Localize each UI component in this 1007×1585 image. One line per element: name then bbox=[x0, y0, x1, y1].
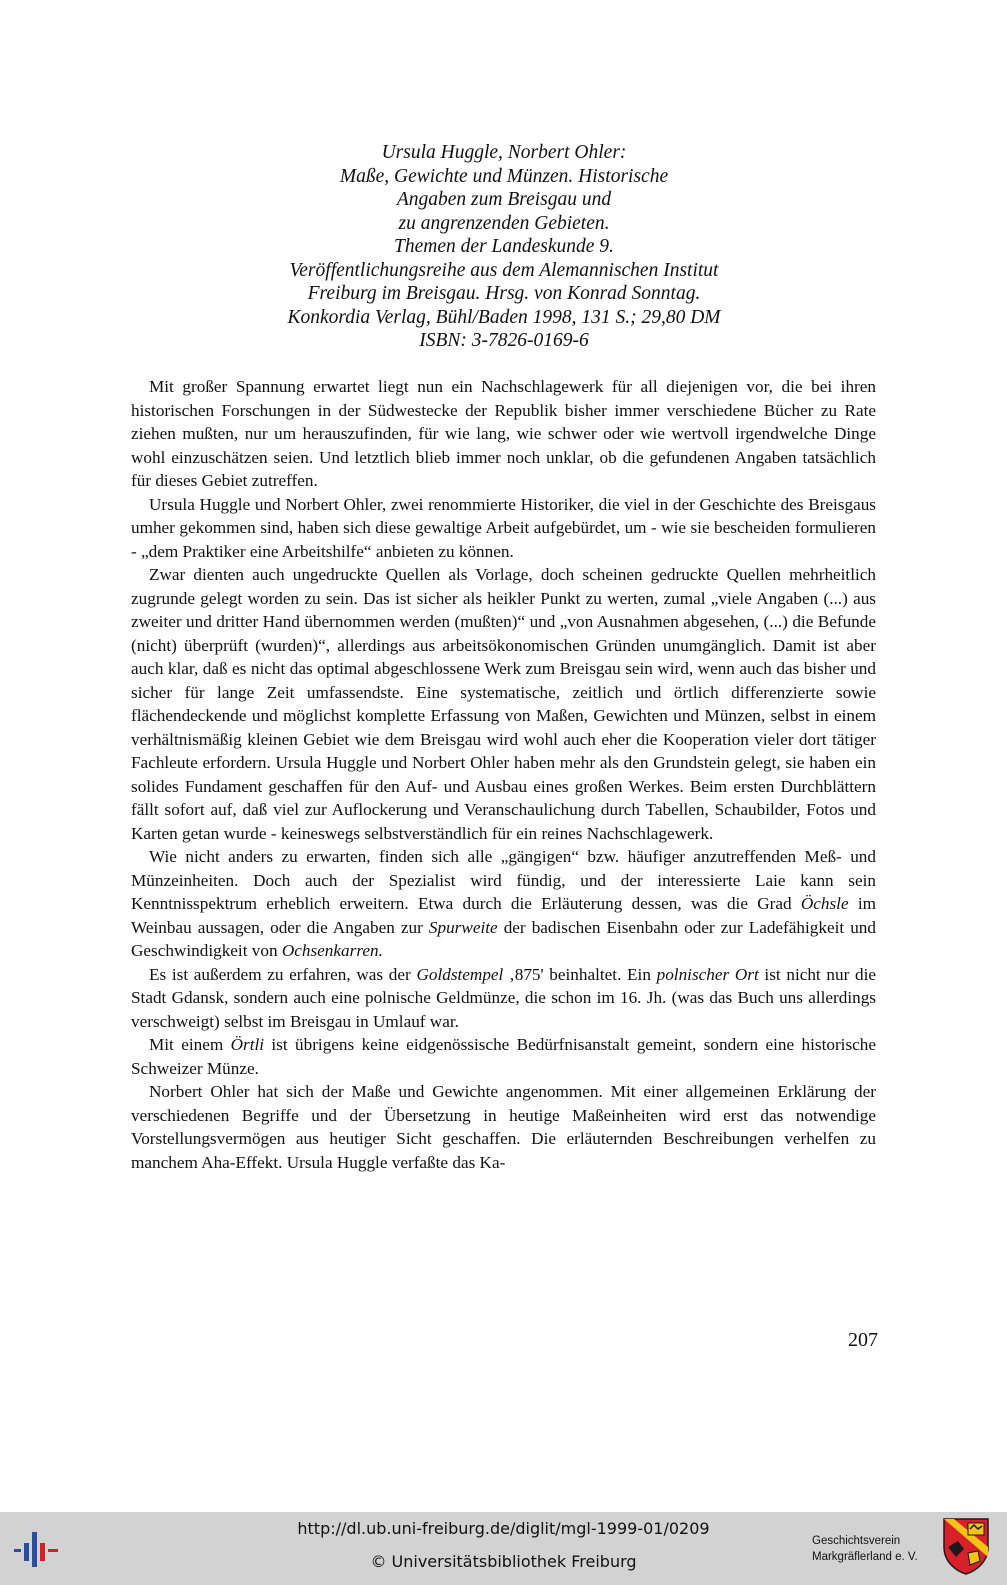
italic-term: polnischer Ort bbox=[656, 964, 759, 984]
heading-line: zu angrenzenden Gebieten. bbox=[398, 212, 610, 234]
heading-line: Freiburg im Breisgau. Hrsg. von Konrad Sonntag. bbox=[307, 283, 701, 304]
paragraph-7: Norbert Ohler hat sich der Maße und Gewichte angenommen. Mit einer allgemeinen Erklärung der verschiedenen Begriffe und der Übersetzung in heutige Maßeinheiten wird erst das notwendige Vorstellungsvermögen aus heutiger Sicht geschaffen. Die erläuternden Beschreibungen verhelfen zu manchem Aha-Effekt. Ursula Huggle verfaßte das Ka- bbox=[131, 1082, 876, 1172]
text-run: ist übrigens keine eidgenössische Bedürfnisanstalt gemeint, sondern eine historische Schweizer Münze. bbox=[131, 1035, 876, 1078]
italic-term: Ochsenkarren. bbox=[281, 941, 383, 960]
heading-line: Angaben zum Breisgau und bbox=[396, 189, 612, 210]
italic-term: Öchsle bbox=[800, 894, 849, 913]
heading-line: Veröffentlichungsreihe aus dem Alemannischen Institut bbox=[289, 259, 719, 281]
text-run: Mit einem bbox=[149, 1035, 231, 1054]
heading-line: Maße, Gewichte und Münzen. Historische bbox=[339, 165, 669, 187]
heading-line: ISBN: 3-7826-0169-6 bbox=[419, 330, 589, 351]
text-run: im Weinbau aussagen, oder die Angaben zur bbox=[131, 894, 876, 937]
paragraph-5 bbox=[131, 963, 876, 1034]
source-url-link[interactable]: http://dl.ub.uni-freiburg.de/diglit/mgl-1999-01/0209 bbox=[297, 1519, 710, 1538]
text-run: Es ist außerdem zu erfahren, was der bbox=[149, 964, 417, 984]
society-name bbox=[812, 1533, 942, 1565]
italic-term: Spurweite bbox=[428, 917, 498, 937]
text-run: Wie nicht anders zu erwarten, finden sich alle „gängigen“ bzw. häufiger anzutreffenden Meß- und Münzeinheiten. Doch auch der Spezialist wird fündig, und der interessierte Laie kann sein Kenntnisspektrum erheblich erweitern. Etwa durch die Erläuterung dessen, was die Grad bbox=[131, 847, 876, 913]
coat-of-arms-icon bbox=[942, 1517, 990, 1575]
society-line: Geschichtsverein bbox=[812, 1535, 901, 1547]
society-line: Markgräflerland e. V. bbox=[812, 1551, 918, 1563]
heading-line: Themen der Landeskunde 9. bbox=[394, 236, 614, 257]
paragraph-3: Zwar dienten auch ungedruckte Quellen als Vorlage, doch scheinen gedruckte Quellen mehrheitlich zugrunde gelegt worden zu sein. Das ist sicher als heikler Punkt zu werten, zumal „viele Angaben (...) aus zweiter und dritter Hand übernommen werden (mußten)“ und „von Ausnahmen abgesehen, (...) die Befunde (nicht) überprüft (wurden)“, allerdings aus arbeitsökonomischen Gründen unumgänglich. Damit ist aber auch klar, daß es nicht das optimal abgeschlossene Werk zum Breisgau sein wird, wenn auch das bisher und sicher für lange Zeit umfassendste. Eine systematische, zeitlich und örtlich differenzierte sowie flächendeckende und möglichst komplette Erfassung von Maßen, Gewichten und Münzen, selbst in einem verhältnismäßig kleinen Gebiet wie dem Breisgau wird wohl auch eher die Kooperation vieler dort tätiger Fachleute erfordern. Ursula Huggle und Norbert Ohler haben mehr als den Grundstein gelegt, sie haben ein solides Fundament geschaffen für den Auf- und Ausbau eines großen Werkes. Beim ersten Durchblättern fällt sofort auf, daß viel zur Auflockerung und Veranschaulichung durch Tabellen, Schaubilder, Fotos und Karten getan wurde - keineswegs selbstverständlich für ein reines Nachschlagewerk. bbox=[131, 565, 876, 843]
heading-line: Ursula Huggle, Norbert Ohler: bbox=[381, 142, 627, 163]
paragraph-2: Ursula Huggle und Norbert Ohler, zwei renommierte Historiker, die viel in der Geschichte des Breisgaus umher gekommen sind, haben sich diese gewaltige Arbeit aufgebürdet, um - wie sie bescheiden formulieren - „dem Praktiker eine Arbeitshilfe“ anbieten zu können. bbox=[131, 494, 876, 561]
page-number: 207 bbox=[848, 1329, 878, 1351]
paragraph-1: Mit großer Spannung erwartet liegt nun ein Nachschlagewerk für all diejenigen vor, die bei ihren historischen Forschungen in der Südwestecke der Republik bisher immer verschiedene Bücher zu Rate ziehen mußten, nur um herauszufinden, für wie lang, wie schwer oder wie wertvoll irgendwelche Dinge wohl einzuschätzen seien. Und letztlich blieb immer noch unklar, ob die gefundenen Angaben tatsächlich für dieses Gebiet zutreffen. bbox=[131, 377, 876, 490]
italic-term: Örtli bbox=[230, 1035, 265, 1054]
text-run: ist nicht nur die Stadt Gdansk, sondern auch eine polnische Geldmünze, die schon im 16. Jh. (was das Buch uns allerdings verschweigt) selbst im Breisgau in Umlauf war. bbox=[131, 964, 876, 1031]
text-run: der badischen Eisenbahn oder zur Ladefähigkeit und Geschwindigkeit von bbox=[131, 917, 876, 960]
review-body bbox=[131, 375, 876, 1174]
copyright-notice: © Universitätsbibliothek Freiburg bbox=[370, 1552, 637, 1571]
heading-line: Konkordia Verlag, Bühl/Baden 1998, 131 S.; 29,80 DM bbox=[287, 306, 721, 328]
italic-term: Goldstempel bbox=[416, 964, 504, 984]
review-heading bbox=[180, 141, 828, 353]
paragraph-6 bbox=[131, 1033, 876, 1080]
paragraph-4 bbox=[131, 845, 876, 963]
text-run: ‚875' beinhaltet. Ein bbox=[503, 964, 657, 984]
